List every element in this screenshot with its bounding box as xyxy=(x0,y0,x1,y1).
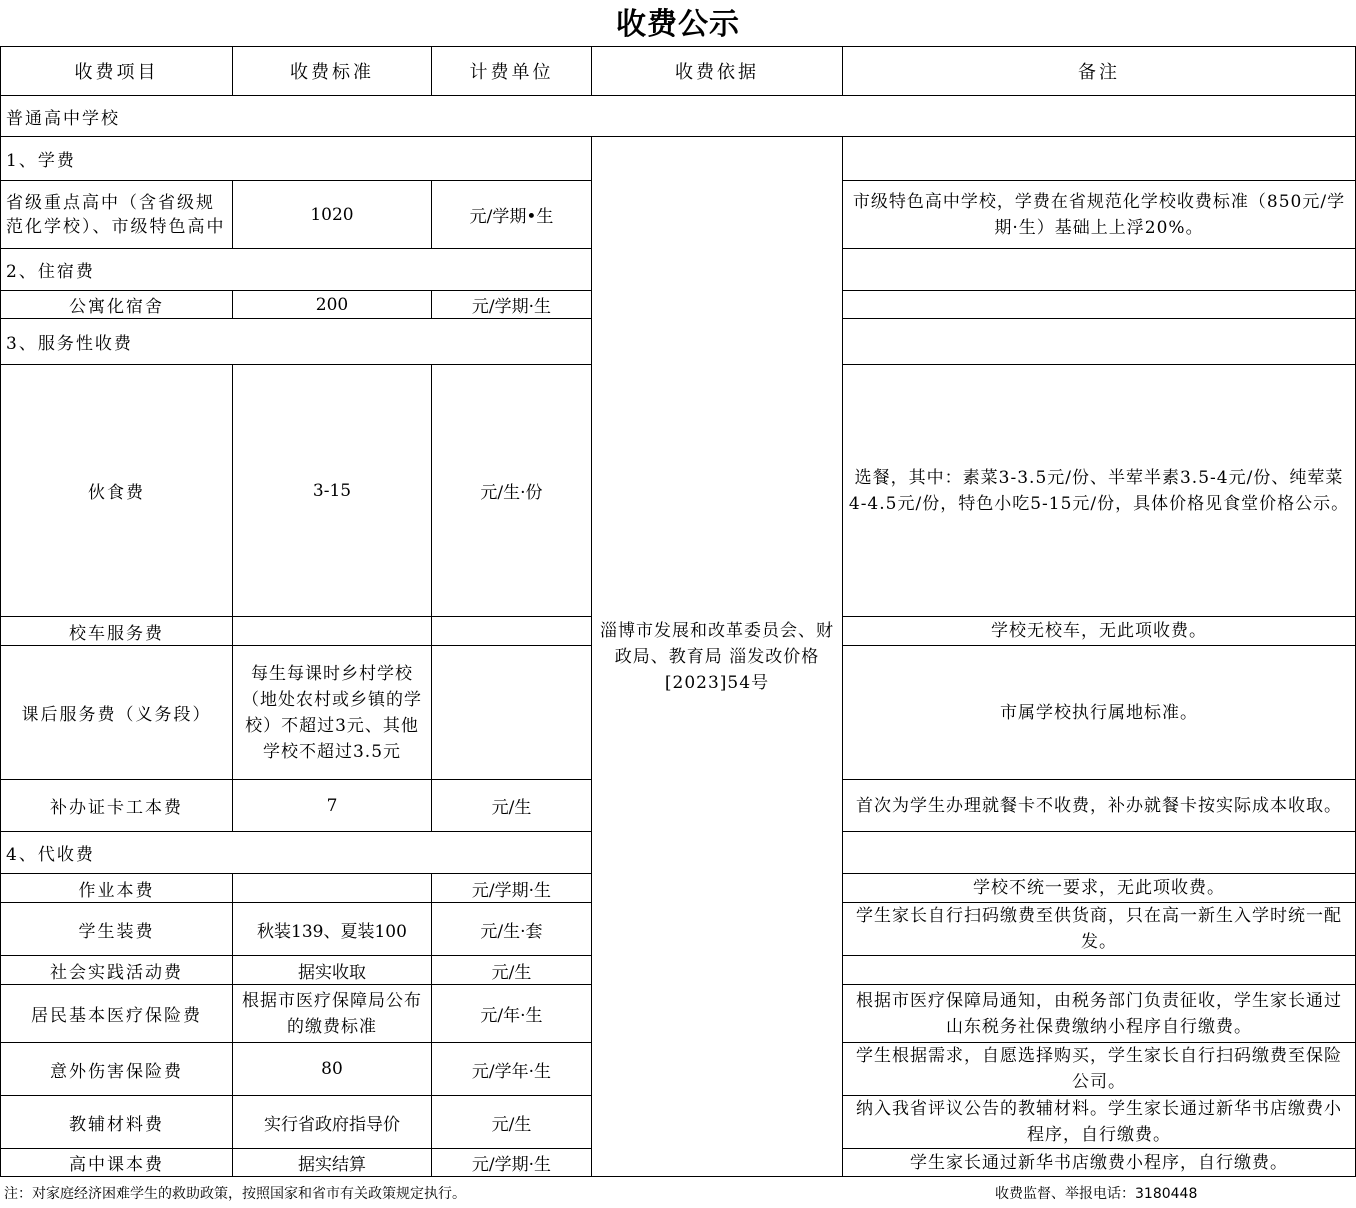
item-cell: 补办证卡工本费 xyxy=(1,780,233,832)
note-cell xyxy=(843,956,1356,985)
item-cell: 高中课本费 xyxy=(1,1149,233,1177)
unit-cell: 元/生·份 xyxy=(432,365,592,617)
unit-cell: 元/生·套 xyxy=(432,903,592,956)
note-cell: 选餐，其中：素菜3-3.5元/份、半荤半素3.5-4元/份、纯荤菜4-4.5元/份，特色小吃5-15元/份，具体价格见食堂价格公示。 xyxy=(843,365,1356,617)
standard-cell: 3-15 xyxy=(233,365,432,617)
item-cell: 作业本费 xyxy=(1,874,233,903)
unit-cell: 元/年·生 xyxy=(432,985,592,1043)
unit-cell: 元/生 xyxy=(432,956,592,985)
standard-cell: 据实结算 xyxy=(233,1149,432,1177)
item-cell: 校车服务费 xyxy=(1,617,233,646)
note-cell: 学生家长通过新华书店缴费小程序，自行缴费。 xyxy=(843,1149,1356,1177)
header-note: 备注 xyxy=(843,47,1356,96)
standard-cell: 每生每课时乡村学校（地处农村或乡镇的学校）不超过3元、其他学校不超过3.5元 xyxy=(233,646,432,780)
note-cell: 市级特色高中学校，学费在省规范化学校收费标准（850元/学期·生）基础上上浮20%。 xyxy=(843,181,1356,249)
header-unit: 计费单位 xyxy=(432,47,592,96)
standard-cell: 秋装139、夏装100 xyxy=(233,903,432,956)
note-cell: 首次为学生办理就餐卡不收费，补办就餐卡按实际成本收取。 xyxy=(843,780,1356,832)
footer-note: 注：对家庭经济困难学生的救助政策，按照国家和省市有关政策规定执行。 xyxy=(4,1186,466,1202)
school-type-label: 普通高中学校 xyxy=(1,96,1356,137)
unit-cell xyxy=(432,646,592,780)
unit-cell: 元/学年·生 xyxy=(432,1043,592,1096)
item-cell: 学生装费 xyxy=(1,903,233,956)
header-item: 收费项目 xyxy=(1,47,233,96)
note-cell: 根据市医疗保障局通知，由税务部门负责征收，学生家长通过山东税务社保费缴纳小程序自行缴费。 xyxy=(843,985,1356,1043)
header-row xyxy=(1,47,1356,96)
unit-cell: 元/生 xyxy=(432,780,592,832)
unit-cell: 元/学期·生 xyxy=(432,291,592,319)
item-cell: 社会实践活动费 xyxy=(1,956,233,985)
item-cell: 教辅材料费 xyxy=(1,1096,233,1149)
item-cell: 居民基本医疗保险费 xyxy=(1,985,233,1043)
empty-note xyxy=(843,249,1356,291)
note-cell: 市属学校执行属地标准。 xyxy=(843,646,1356,780)
empty-note xyxy=(843,319,1356,365)
item-cell: 课后服务费（义务段） xyxy=(1,646,233,780)
footer xyxy=(0,1177,1356,1207)
standard-cell xyxy=(233,617,432,646)
unit-cell: 元/学期•生 xyxy=(432,181,592,249)
report-hotline: 收费监督、举报电话：3180448 xyxy=(995,1186,1198,1202)
item-cell: 省级重点高中（含省级规范化学校）、市级特色高中 xyxy=(1,181,233,249)
section-label: 3、服务性收费 xyxy=(1,319,592,365)
unit-cell: 元/生 xyxy=(432,1096,592,1149)
header-basis: 收费依据 xyxy=(592,47,843,96)
unit-cell: 元/学期·生 xyxy=(432,1149,592,1177)
empty-note xyxy=(843,832,1356,874)
standard-cell: 80 xyxy=(233,1043,432,1096)
item-cell: 意外伤害保险费 xyxy=(1,1043,233,1096)
note-cell: 学校无校车，无此项收费。 xyxy=(843,617,1356,646)
item-cell: 公寓化宿舍 xyxy=(1,291,233,319)
standard-cell: 7 xyxy=(233,780,432,832)
note-cell: 纳入我省评议公告的教辅材料。学生家长通过新华书店缴费小程序，自行缴费。 xyxy=(843,1096,1356,1149)
standard-cell: 据实收取 xyxy=(233,956,432,985)
standard-cell: 实行省政府指导价 xyxy=(233,1096,432,1149)
note-cell: 学校不统一要求，无此项收费。 xyxy=(843,874,1356,903)
standard-cell xyxy=(233,874,432,903)
page-title: 收费公示 xyxy=(616,7,740,42)
unit-cell xyxy=(432,617,592,646)
standard-cell: 1020 xyxy=(233,181,432,249)
fee-basis: 淄博市发展和改革委员会、财政局、教育局 淄发改价格[2023]54号 xyxy=(592,137,843,1177)
school-type-row xyxy=(1,96,1356,137)
empty-note xyxy=(843,137,1356,181)
standard-cell: 200 xyxy=(233,291,432,319)
section-label: 2、住宿费 xyxy=(1,249,592,291)
section-row xyxy=(1,137,1356,181)
header-standard: 收费标准 xyxy=(233,47,432,96)
note-cell: 学生家长自行扫码缴费至供货商，只在高一新生入学时统一配发。 xyxy=(843,903,1356,956)
item-cell: 伙食费 xyxy=(1,365,233,617)
note-cell xyxy=(843,291,1356,319)
fee-table xyxy=(0,46,1356,1177)
unit-cell: 元/学期·生 xyxy=(432,874,592,903)
section-label: 1、学费 xyxy=(1,137,592,181)
note-cell: 学生根据需求，自愿选择购买，学生家长自行扫码缴费至保险公司。 xyxy=(843,1043,1356,1096)
section-label: 4、代收费 xyxy=(1,832,592,874)
standard-cell: 根据市医疗保障局公布的缴费标准 xyxy=(233,985,432,1043)
